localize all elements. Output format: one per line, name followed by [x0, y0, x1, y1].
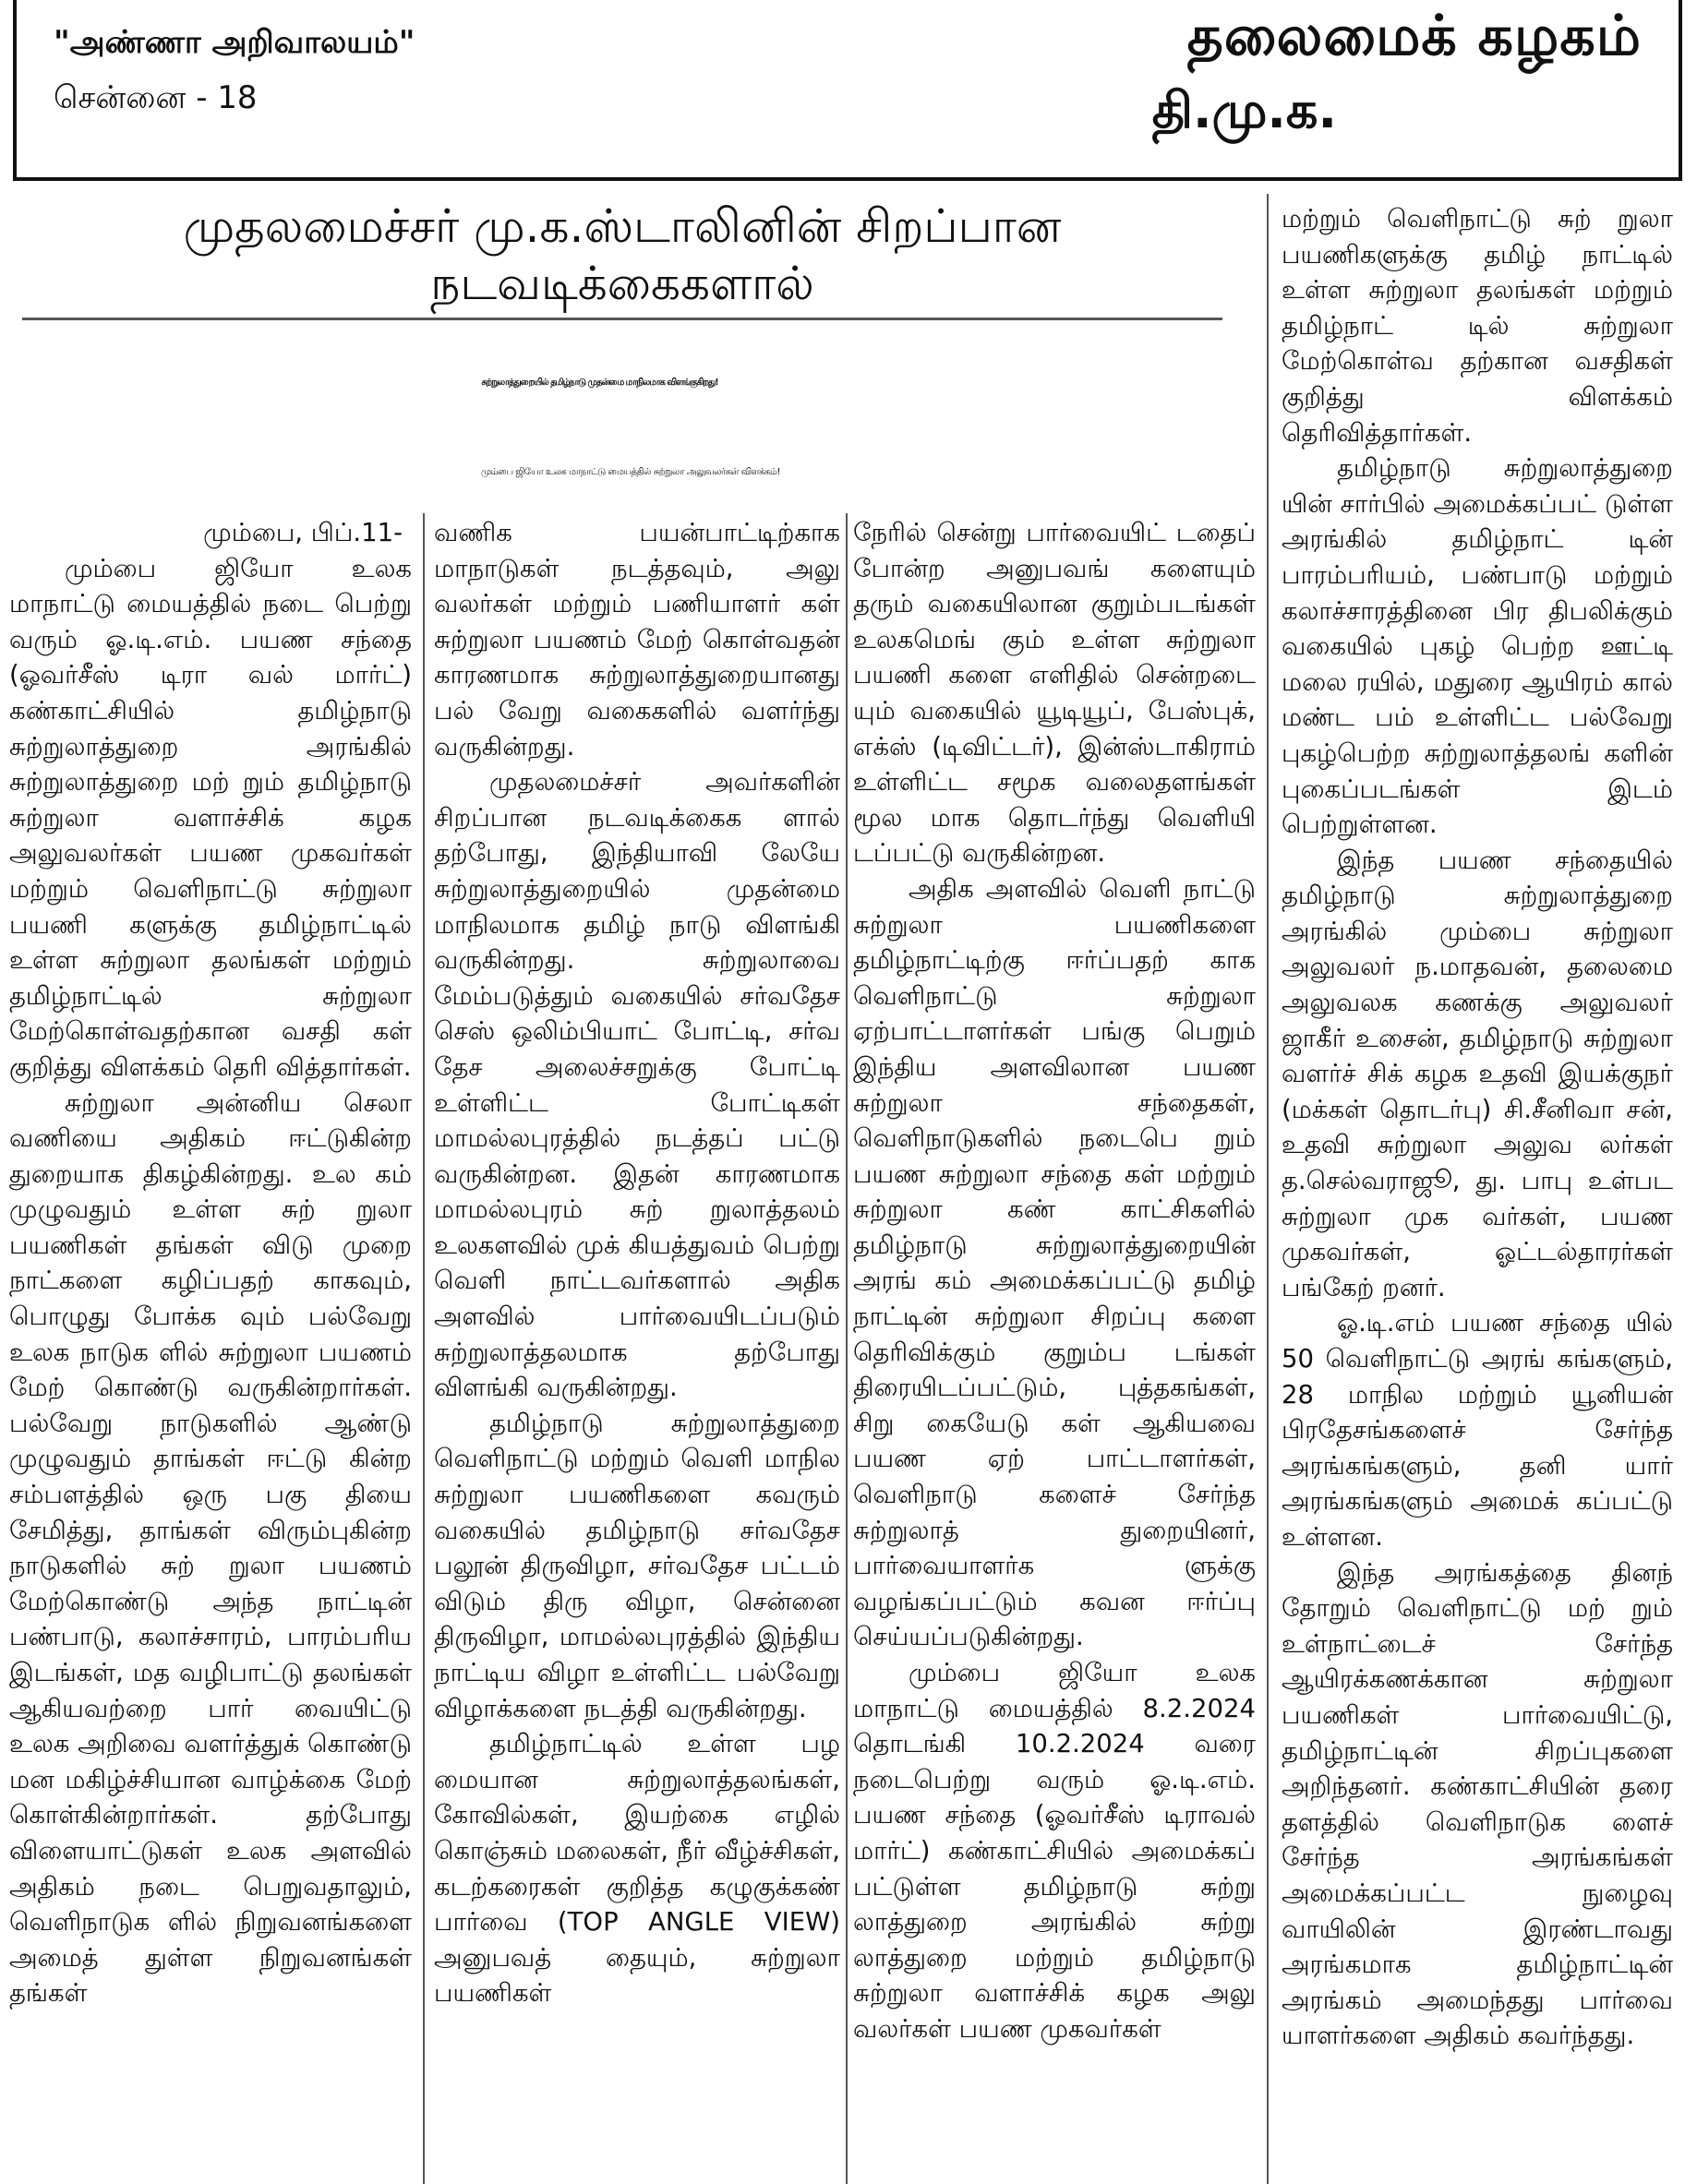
dateline: மும்பை, பிப்.11- — [203, 518, 403, 547]
paragraph: மற்றும் வெளிநாட்டு சுற் றுலா பயணிகளுக்கு தமிழ் நாட்டில் உள்ள சுற்றுலா தலங்கள் மற்றும் தமிழ்நாட் டில் சுற்றுலா மேற்கொள்வ தற்கான வசதிகள் குறித்து விளக்கம் தெரிவித்தார்கள். — [1282, 204, 1673, 448]
paragraph: வணிக பயன்பாட்டிற்காக மாநாடுகள் நடத்தவும், அலு வலர்கள் மற்றும் பணியாளர் கள் சுற்றுலா பயணம் மேற் கொள்வதன் காரணமாக சுற்றுலாத்துறையானது பல் வேறு வகைகளில் வளர்ந்து வருகின்றது. — [434, 518, 840, 762]
column-divider — [423, 513, 425, 2184]
paragraph: முதலமைச்சர் அவர்களின் சிறப்பான நடவடிக்கைக ளால் தற்போது, இந்தியாவி லேயே சுற்றுலாத்துறையில் முதன்மை மாநிலமாக தமிழ் நாடு விளங்கி வருகின்றது. சுற்றுலாவை மேம்படுத்தும் வகையில் சர்வதேச செஸ் ஒலிம்பியாட் போட்டி, சர்வ தேச அலைச்சறுக்கு போட்டி உள்ளிட்ட போட்டிகள் மாமல்லபுரத்தில் நடத்தப் பட்டு வருகின்றன. இதன் காரணமாக மாமல்லபுரம் சுற் றுலாத்தலம் உலகளவில் முக் கியத்துவம் பெற்று வெளி நாட்டவர்களால் அதிக அளவில் பார்வையிடப்படும் சுற்றுலாத்தலமாக தற்போது விளங்கி வருகின்றது. — [434, 767, 840, 1403]
address-line-2: சென்னை - 18 — [54, 79, 258, 116]
paragraph: தமிழ்நாட்டில் உள்ள பழ மையான சுற்றுலாத்தலங்கள், கோவில்கள், இயற்கை எழில் கொஞ்சும் மலைகள், நீர் வீழ்ச்சிகள், கடற்கரைகள் குறித்த கழுகுக்கண் பார்வை (TOP ANGLE VIEW) அனுபவத் தையும், சுற்றுலா பயணிகள் — [434, 1729, 840, 2009]
column-divider — [846, 513, 848, 2184]
headline-block — [13, 198, 1248, 505]
column-divider — [1267, 194, 1269, 2184]
article-column-1 — [9, 515, 412, 2011]
main-headline: சுற்றுலாத்துறையில் தமிழ்நாடு முதன்மை மாநிலமாக விளங்குகிறது! — [481, 378, 718, 388]
org-abbreviation: தி.மு.க. — [1151, 81, 1337, 139]
sub-headline: மும்பை ஜியோ உலக மாநாட்டு மையத்தில் சுற்றுலா அலுவலர்கள் விளக்கம்! — [481, 467, 780, 477]
paragraph: சுற்றுலா அன்னிய செலா வணியை அதிகம் ஈட்டுகின்ற துறையாக திகழ்கின்றது. உல கம் முழுவதும் உள்ள சுற் றுலா பயணிகள் தங்கள் விடு முறை நாட்களை கழிப்பதற் காகவும், பொழுது போக்க வும் பல்வேறு உலக நாடுக ளில் சுற்றுலா பயணம் மேற் கொண்டு வருகின்றார்கள். பல்வேறு நாடுகளில் ஆண்டு முழுவதும் தாங்கள் ஈட்டு கின்ற சம்பளத்தில் ஒரு பகு தியை சேமித்து, தாங்கள் விரும்புகின்ற நாடுகளில் சுற் றுலா பயணம் மேற்கொண்டு அந்த நாட்டின் பண்பாடு, கலாச்சாரம், பாரம்பரிய இடங்கள், மத வழிபாட்டு தலங்கள் ஆகியவற்றை பார் வையிட்டு உலக அறிவை வளர்த்துக் கொண்டு மன மகிழ்ச்சியான வாழ்க்கை மேற் கொள்கின்றார்கள். தற்போது விளையாட்டுகள் உலக அளவில் அதிகம் நடை பெறுவதாலும், வெளிநாடுக ளில் நிறுவனங்களை அமைத் துள்ள நிறுவனங்கள் தங்கள் — [9, 1087, 412, 2009]
article-column-2 — [434, 515, 840, 2011]
paragraph: மும்பை ஜியோ உலக மாநாட்டு மையத்தில் நடை பெற்று வரும் ஓ.டி.எம். பயண சந்தை (ஓவர்சீஸ் டிரா வல் மார்ட்) கண்காட்சியில் தமிழ்நாடு சுற்றுலாத்துறை அரங்கில் சுற்றுலாத்துறை மற் றும் தமிழ்நாடு சுற்றுலா வளாச்சிக் கழக அலுவலர்கள் பயண முகவர்கள் மற்றும் வெளிநாட்டு சுற்றுலா பயணி களுக்கு தமிழ்நாட்டில் உள்ள சுற்றுலா தலங்கள் மற்றும் தமிழ்நாட்டில் சுற்றுலா மேற்கொள்வதற்கான வசதி கள் குறித்து விளக்கம் தெரி வித்தார்கள். — [9, 553, 412, 1082]
paragraph: நேரில் சென்று பார்வையிட் டதைப் போன்ற அனுபவங் களையும் தரும் வகையிலான குறும்படங்கள் உலகமெங் கும் உள்ள சுற்றுலா பயணி களை எளிதில் சென்றடை யும் வகையில் யூடியூப், பேஸ்புக், எக்ஸ் (டிவிட்டர்), இன்ஸ்டாகிராம் உள்ளிட்ட சமூக வலைதளங்கள் மூல மாக தொடர்ந்து வெளியி டப்பட்டு வருகின்றன. — [853, 518, 1256, 869]
paragraph: இந்த பயண சந்தையில் தமிழ்நாடு சுற்றுலாத்துறை அரங்கில் மும்பை சுற்றுலா அலுவலர் ந.மாதவன், தலைமை அலுவலக கணக்கு அலுவலர் ஜாகீர் உசைன், தமிழ்நாடு சுற்றுலா வளர்ச் சிக் கழக உதவி இயக்குநர் (மக்கள் தொடர்பு) சி.சீனிவா சன், உதவி சுற்றுலா அலுவ லர்கள் த.செல்வராஜூ, து. பாபு உள்பட சுற்றுலா முக வர்கள், பயண முகவர்கள், ஓட்டல்தாரர்கள் பங்கேற் றனர். — [1282, 845, 1673, 1302]
article-column-4 — [1282, 201, 1673, 2054]
org-name: தலைமைக் கழகம் — [1186, 4, 1642, 68]
article-column-3 — [853, 515, 1256, 2047]
paragraph: அதிக அளவில் வெளி நாட்டு சுற்றுலா பயணிகளை தமிழ்நாட்டிற்கு ஈர்ப்பதற் காக வெளிநாட்டு சுற்றுலா ஏற்பாட்டாளர்கள் பங்கு பெறும் இந்திய அளவிலான பயண சுற்றுலா சந்தைகள், வெளிநாடுகளில் நடைபெ றும் பயண சுற்றுலா சந்தை கள் மற்றும் சுற்றுலா கண் காட்சிகளில் தமிழ்நாடு சுற்றுலாத்துறையின் அரங் கம் அமைக்கப்பட்டு தமிழ் நாட்டின் சுற்றுலா சிறப்பு களை தெரிவிக்கும் குறும்ப டங்கள் திரையிடப்பட்டும், புத்தகங்கள், சிறு கையேடு கள் ஆகியவை பயண ஏற் பாட்டாளர்கள், வெளிநாடு களைச் சேர்ந்த சுற்றுலாத் துறையினர், பார்வையாளர்க ளுக்கு வழங்கப்பட்டும் கவன ஈர்ப்பு செய்யப்படுகின்றது. — [853, 873, 1256, 1652]
kicker-headline: முதலமைச்சர் மு.க.ஸ்டாலினின் சிறப்பான நடவடிக்கைகளால் — [22, 198, 1222, 320]
paragraph: தமிழ்நாடு சுற்றுலாத்துறை யின் சார்பில் அமைக்கப்பட் டுள்ள அரங்கில் தமிழ்நாட் டின் பாரம்பரியம், பண்பாடு மற்றும் கலாச்சாரத்தினை பிர திபலிக்கும் வகையில் புகழ் பெற்ற ஊட்டி மலை ரயில், மதுரை ஆயிரம் கால் மண்ட பம் உள்ளிட்ட பல்வேறு புகழ்பெற்ற சுற்றுலாத்தலங் களின் புகைப்படங்கள் இடம் பெற்றுள்ளன. — [1282, 453, 1673, 840]
masthead — [13, 0, 1682, 181]
paragraph: ஓ.டி.எம் பயண சந்தை யில் 50 வெளிநாட்டு அரங் கங்களும், 28 மாநில மற்றும் யூனியன் பிரதேசங்களைச் சேர்ந்த அரங்கங்களும், தனி யார் அரங்கங்களும் அமைக் கப்பட்டு உள்ளன. — [1282, 1308, 1673, 1552]
paragraph: மும்பை ஜியோ உலக மாநாட்டு மையத்தில் 8.2.2024 தொடங்கி 10.2.2024 வரை நடைபெற்று வரும் ஓ.டி.எம். பயண சந்தை (ஓவர்சீஸ் டிராவல் மார்ட்) கண்காட்சியில் அமைக்கப் பட்டுள்ள தமிழ்நாடு சுற்று லாத்துறை அரங்கில் சுற்று லாத்துறை மற்றும் தமிழ்நாடு சுற்றுலா வளாச்சிக் கழக அலு வலர்கள் பயண முகவர்கள் — [853, 1658, 1256, 2044]
paragraph: இந்த அரங்கத்தை தினந் தோறும் வெளிநாட்டு மற் றும் உள்நாட்டைச் சேர்ந்த ஆயிரக்கணக்கான சுற்றுலா பயணிகள் பார்வையிட்டு, தமிழ்நாட்டின் சிறப்புகளை அறிந்தனர். கண்காட்சியின் தரை தளத்தில் வெளிநாடுக ளைச் சேர்ந்த அரங்கங்கள் அமைக்கப்பட்ட நுழைவு வாயிலின் இரண்டாவது அரங்கமாக தமிழ்நாட்டின் அரங்கம் அமைந்தது பார்வை யாளர்களை அதிகம் கவர்ந்தது. — [1282, 1557, 1673, 2051]
address-line-1: "அண்ணா அறிவாலயம்" — [54, 24, 415, 61]
paragraph: தமிழ்நாடு சுற்றுலாத்துறை வெளிநாட்டு மற்றும் வெளி மாநில சுற்றுலா பயணிகளை கவரும் வகையில் தமிழ்நாடு சர்வதேச பலூன் திருவிழா, சர்வதேச பட்டம் விடும் திரு விழா, சென்னை திருவிழா, மாமல்லபுரத்தில் இந்திய நாட்டிய விழா உள்ளிட்ட பல்வேறு விழாக்களை நடத்தி வருகின்றது. — [434, 1408, 840, 1723]
